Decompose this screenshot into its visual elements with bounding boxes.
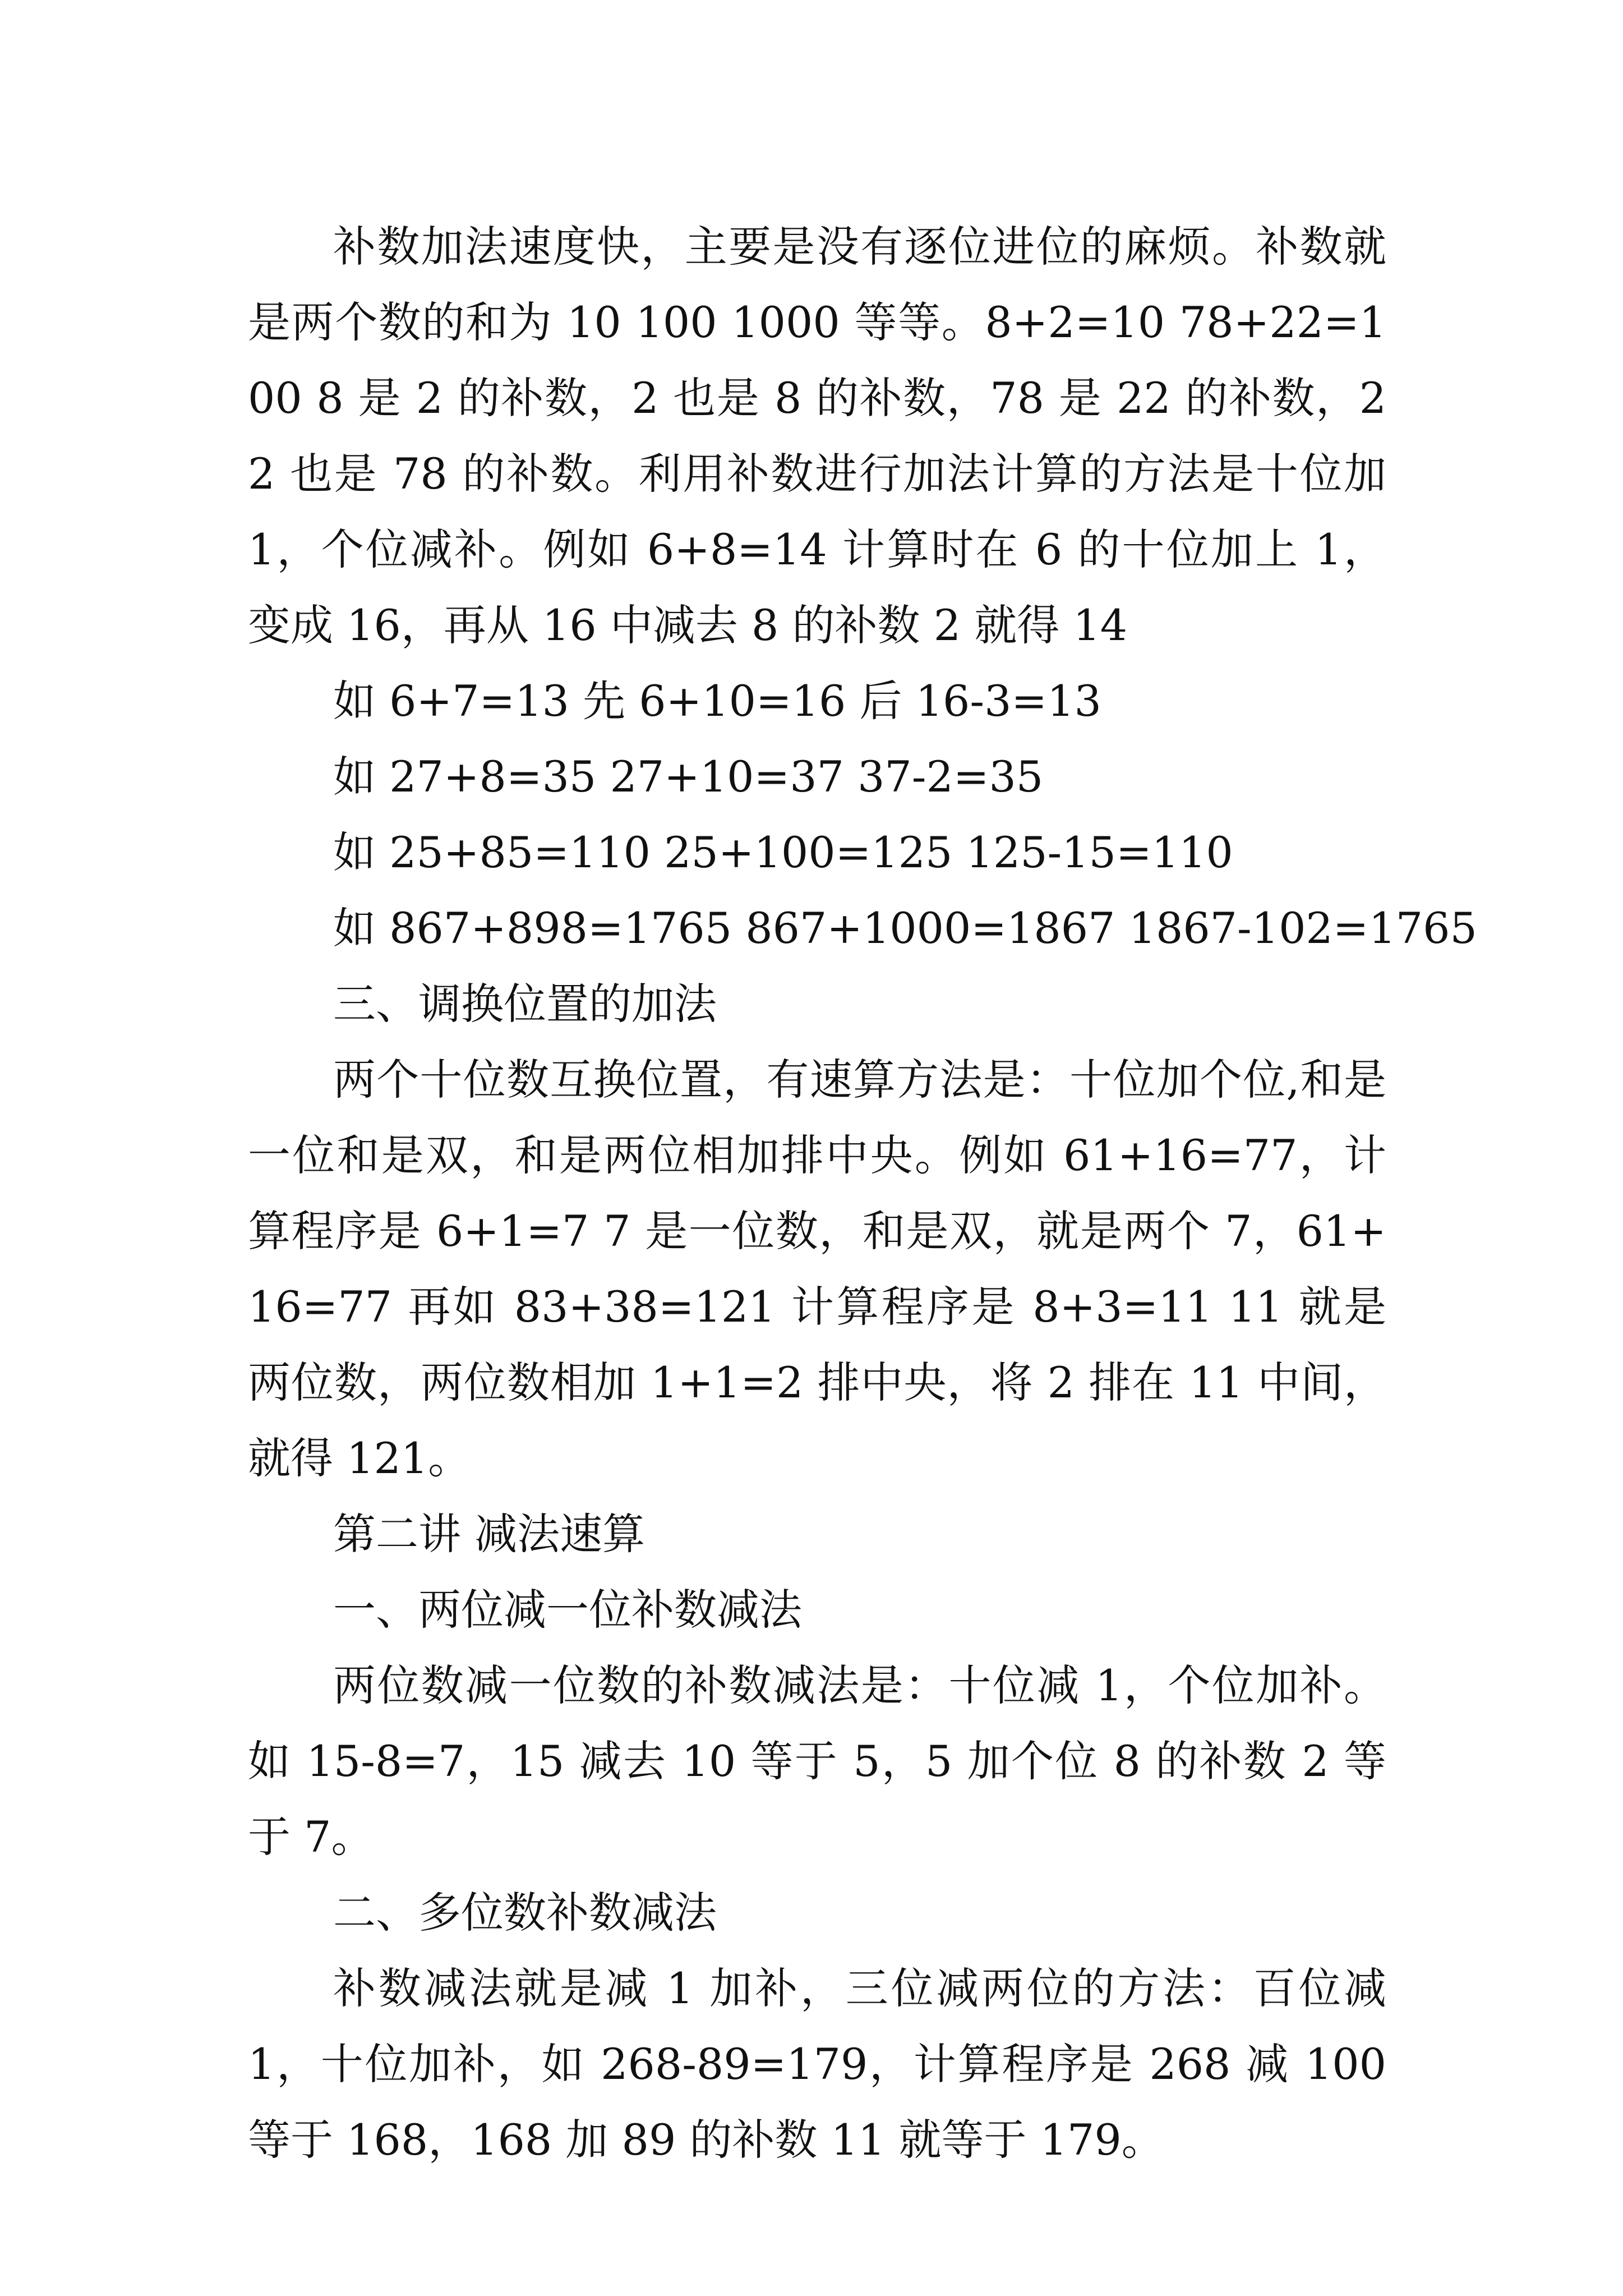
section-heading-two-digit-subtraction: 一、两位减一位补数减法 xyxy=(333,1585,802,1635)
lecture-heading-subtraction: 第二讲 减法速算 xyxy=(333,1509,645,1559)
paragraph-multi-digit-subtraction: 补数减法就是减 1 加补，三位减两位的方法：百位减 1，十位加补，如 268-89=179，计算程序是 268 减 100 等于 168，168 加 89 的补数 11 就等于 179。 xyxy=(248,1963,1386,2165)
section-heading-multi-digit-subtraction: 二、多位数补数减法 xyxy=(333,1888,717,1938)
paragraph-complement-addition-intro: 补数加法速度快，主要是没有逐位进位的麻烦。补数就是两个数的和为 10 100 1000 等等。8+2=10 78+22=100 8 是 2 的补数，2 也是 8 的补数，78 是 22 的补数，22 也是 78 的补数。利用补数进行加法计算的方法是十位加 1，个位减补。例如 6+8=14 计算时在 6 的十位加上 1，变成 16，再从 16 中减去 8 的补数 2 就得 14 xyxy=(248,222,1386,650)
paragraph-swap-addition: 两个十位数互换位置，有速算方法是：十位加个位,和是一位和是双，和是两位相加排中央。例如 61+16=77，计算程序是 6+1=7 7 是一位数，和是双，就是两个 7，61+16=77 再如 83+38=121 计算程序是 8+3=11 11 就是两位数，两位数相加 1+1=2 排中央，将 2 排在 11 中间，就得 121。 xyxy=(248,1055,1386,1483)
example-line-2: 如 27+8=35 27+10=37 37-2=35 xyxy=(333,752,1044,802)
example-line-1: 如 6+7=13 先 6+10=16 后 16-3=13 xyxy=(333,676,1101,726)
example-line-3: 如 25+85=110 25+100=125 125-15=110 xyxy=(333,827,1233,877)
example-line-4: 如 867+898=1765 867+1000=1867 1867-102=1765 xyxy=(333,903,1477,953)
document-body xyxy=(248,209,1477,2178)
paragraph-two-digit-subtraction: 两位数减一位数的补数减法是：十位减 1，个位加补。如 15-8=7，15 减去 10 等于 5，5 加个位 8 的补数 2 等于 7。 xyxy=(248,1660,1386,1862)
section-heading-swap-addition: 三、调换位置的加法 xyxy=(333,979,717,1029)
